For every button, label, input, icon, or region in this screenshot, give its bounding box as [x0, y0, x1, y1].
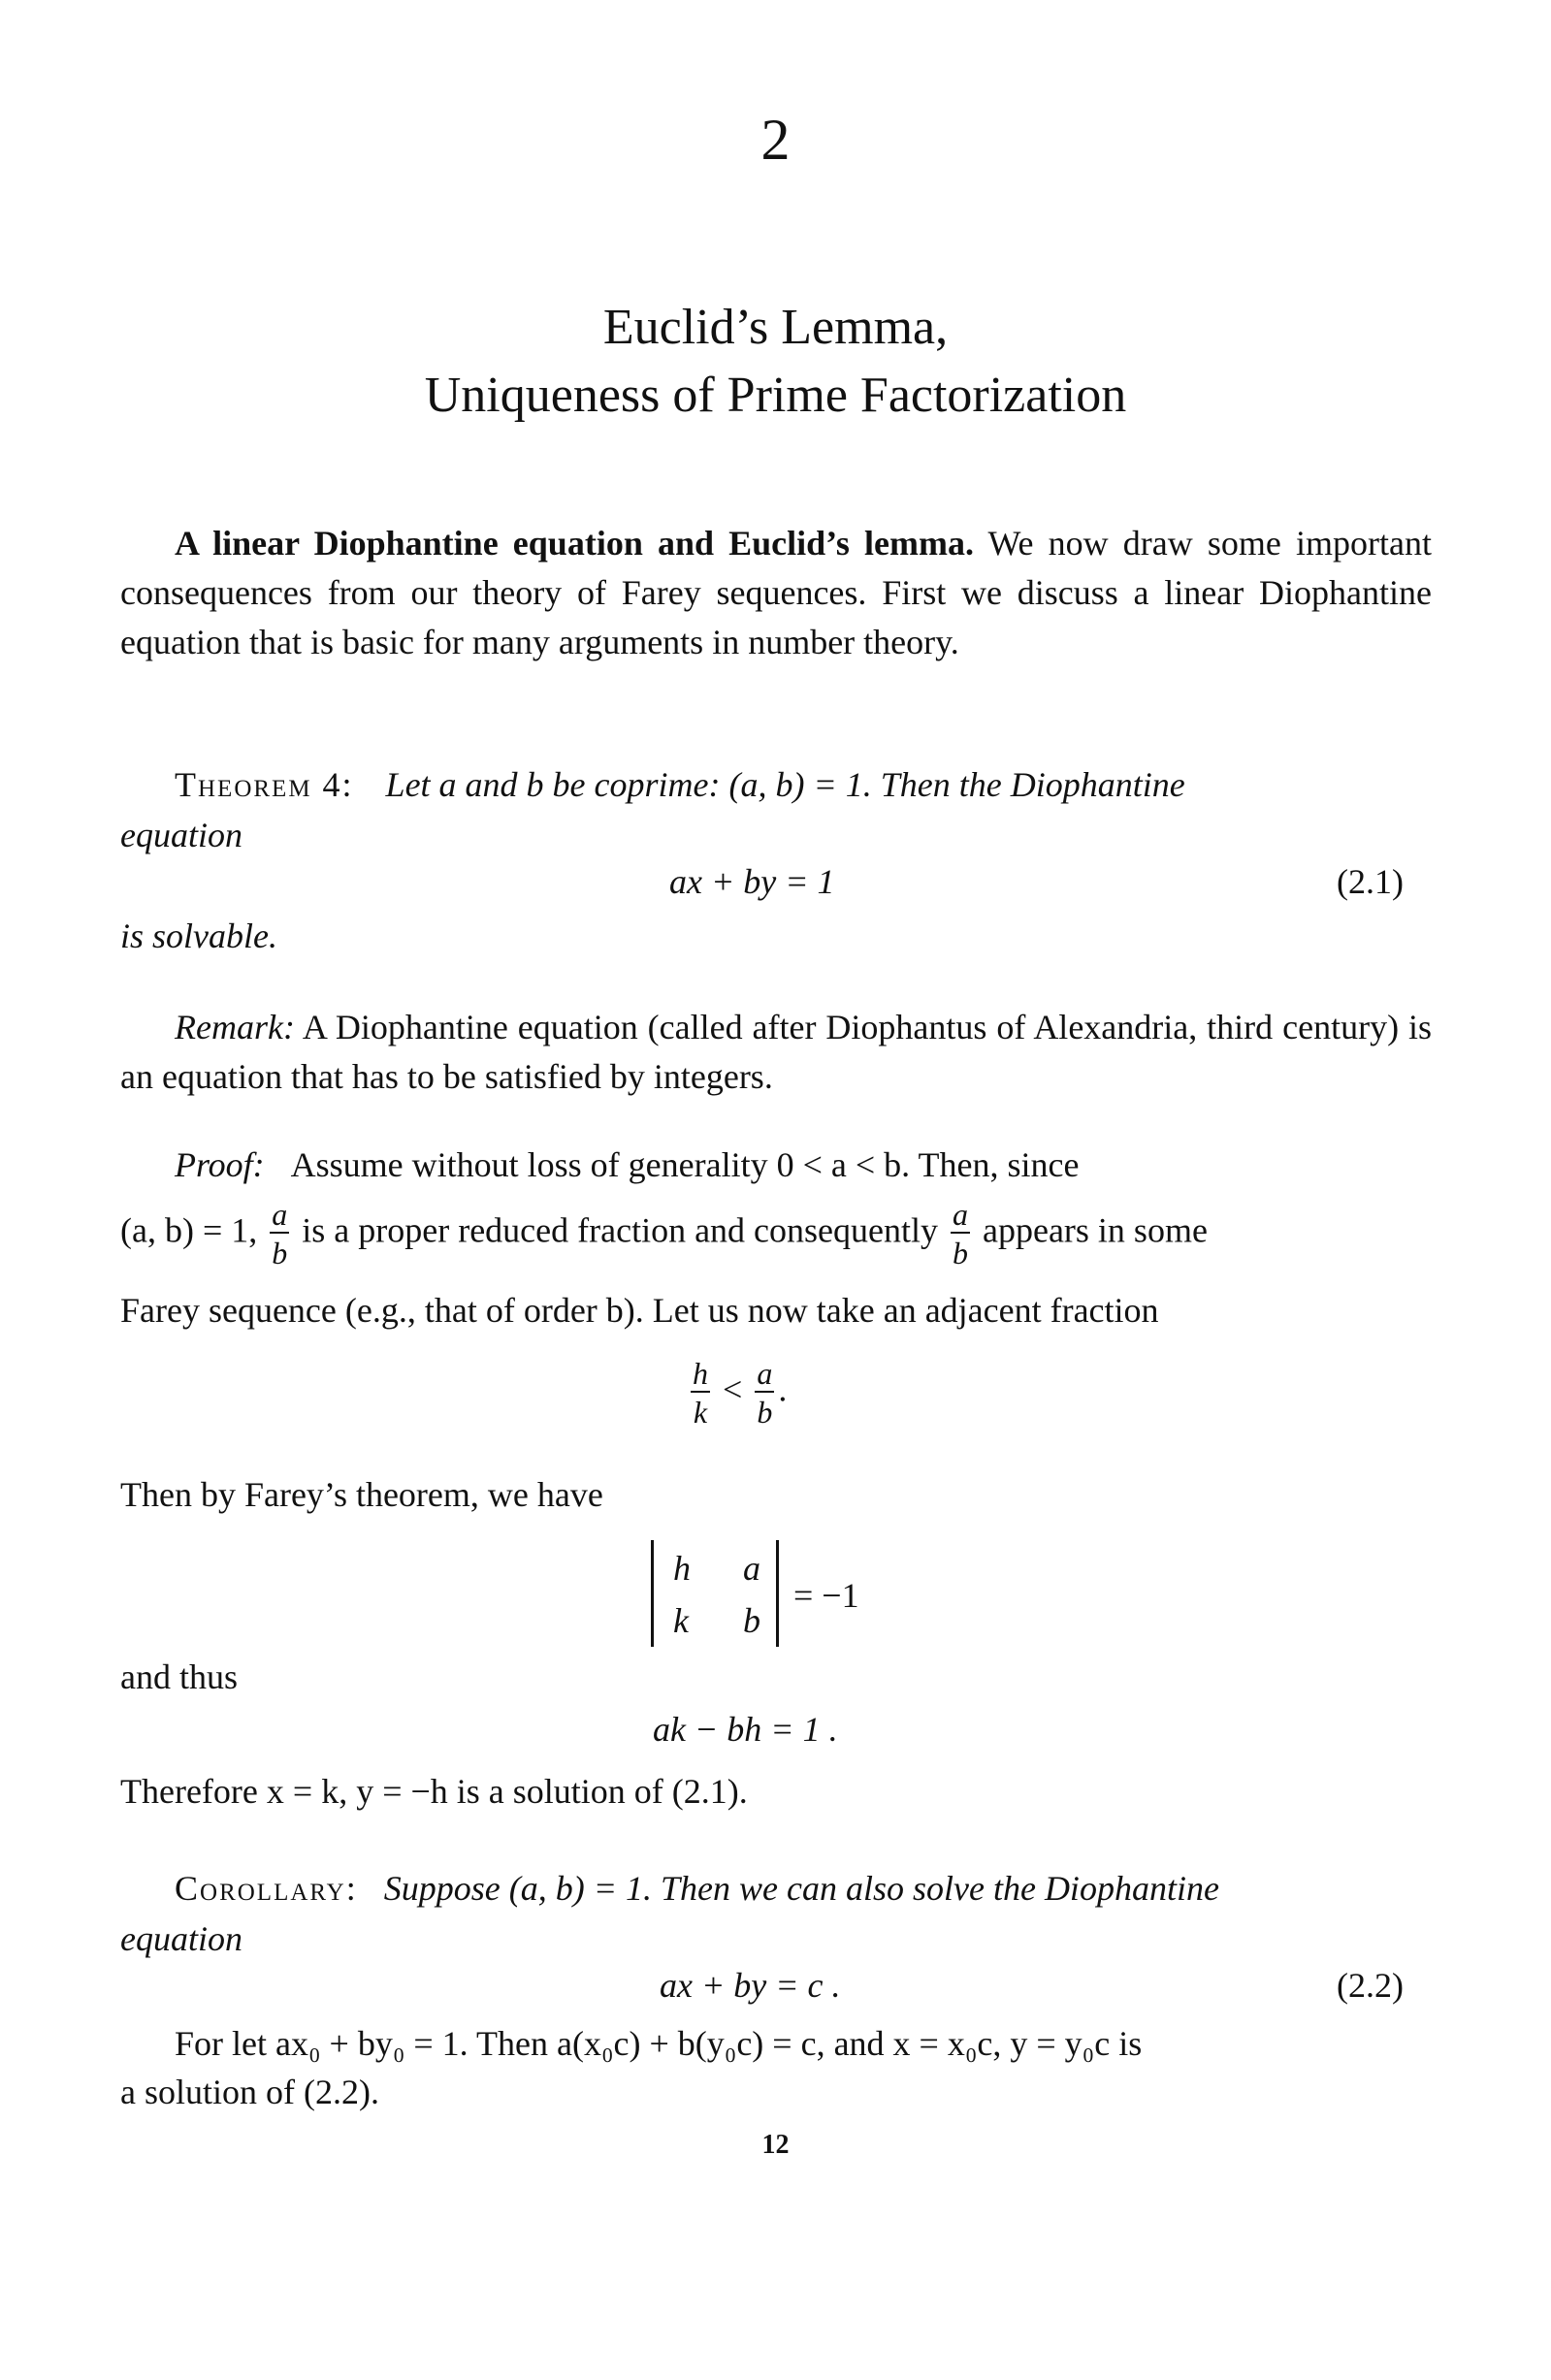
fraction-a-over-b [270, 1199, 289, 1269]
fraction-denominator: k [693, 1395, 708, 1430]
fraction-numerator: h [693, 1356, 708, 1391]
fraction-numerator: a [272, 1197, 288, 1232]
proof-label: Proof: [175, 1145, 265, 1184]
corollary-proof-line2: a solution of (2.2). [120, 2073, 379, 2111]
remark-label: Remark: [175, 1008, 295, 1046]
theorem-equation-number: (2.1) [1337, 862, 1404, 901]
section-heading: A linear Diophantine equation and Euclid’s lemma. [175, 524, 974, 563]
proof-line1 [175, 1144, 1079, 1185]
proof-line2 [120, 1199, 1208, 1269]
chapter-title-line1: Euclid’s Lemma, [602, 300, 949, 355]
section-paragraph [120, 519, 1432, 667]
theorem-equation: ax + by = 1 [669, 862, 835, 901]
adjacent-fraction-inequality: $\frac{h}{k}$ < $\frac{a}{b}$ . [693, 1356, 788, 1430]
theorem-statement-cont: equation [120, 816, 242, 854]
fraction-h-over-k [691, 1358, 710, 1428]
fraction-denominator: b [272, 1236, 288, 1270]
fraction-a-over-b [951, 1199, 970, 1269]
proof-line2b: is a proper reduced fraction and consequently [302, 1210, 938, 1250]
proof-equation: ak − bh = 1 . [653, 1710, 838, 1749]
fraction-a-over-b [755, 1358, 774, 1428]
theorem-conclusion: is solvable. [120, 917, 277, 955]
fraction-denominator: b [757, 1395, 773, 1430]
corollary-statement: Suppose (a, b) = 1. Then we can also solve the Diophantine [383, 1869, 1219, 1908]
fraction-numerator: a [757, 1356, 773, 1391]
page-number: 12 [761, 2130, 790, 2160]
chapter-title-line2: Uniqueness of Prime Factorization [424, 368, 1127, 423]
proof-line4: Then by Farey’s theorem, we have [120, 1475, 603, 1514]
theorem-line [175, 764, 1185, 805]
fraction-numerator: a [953, 1197, 968, 1232]
remark-paragraph [120, 1003, 1432, 1102]
corollary-proof-line1: For let ax₀ + by₀ = 1. Then a(x₀c) + b(y₀c) = c, and x = x₀c, y = y₀c is [175, 2024, 1143, 2063]
proof-therefore: Therefore x = k, y = −h is a solution of (2.1). [120, 1772, 748, 1811]
det-value: = −1 [793, 1576, 859, 1615]
det-a: a [743, 1549, 760, 1588]
corollary-statement-cont: equation [120, 1919, 242, 1958]
section-text: We now draw some important consequences from our theory of Farey sequences. First we discuss a linear Diophantine equation that is basic for many arguments in number theory. [120, 524, 1432, 661]
proof-line3: Farey sequence (e.g., that of order b). Let us now take an adjacent fraction [120, 1291, 1159, 1330]
remark-text: A Diophantine equation (called after Diophantus of Alexandria, third century) is an equation that has to be satisfied by integers. [120, 1008, 1433, 1096]
and-thus: and thus [120, 1657, 238, 1696]
corollary-equation-number: (2.2) [1337, 1966, 1404, 2005]
proof-line2c: appears in some [983, 1210, 1208, 1250]
det-h: h [673, 1549, 691, 1588]
proof-line2a: (a, b) = 1, [120, 1210, 258, 1250]
theorem-label: Theorem 4: [175, 765, 354, 804]
fraction-denominator: b [953, 1236, 968, 1270]
theorem-statement: Let a and b be coprime: (a, b) = 1. Then the Diophantine [385, 765, 1185, 804]
corollary-label: Corollary: [175, 1869, 358, 1908]
determinant [651, 1540, 779, 1647]
corollary-line [175, 1868, 1219, 1909]
det-k: k [673, 1601, 689, 1640]
less-than-sign: < [723, 1369, 743, 1409]
det-b: b [743, 1601, 760, 1640]
proof-line1-text: Assume without loss of generality 0 < a < b. Then, since [290, 1145, 1080, 1184]
chapter-number: 2 [760, 108, 791, 172]
corollary-equation: ax + by = c . [660, 1966, 841, 2005]
